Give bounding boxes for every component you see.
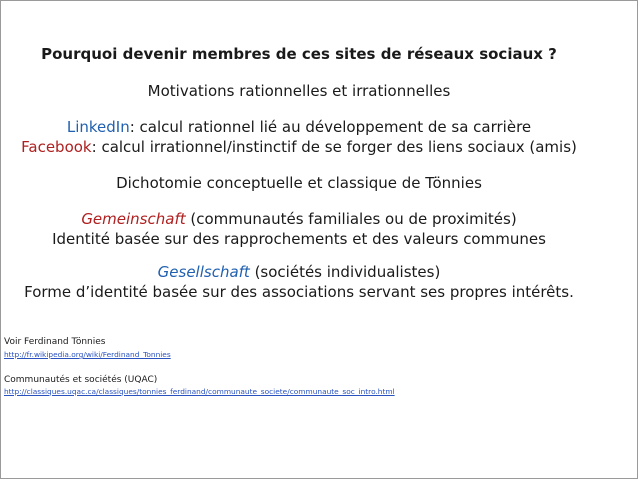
- gesellschaft-text: (sociétés individualistes): [249, 263, 441, 281]
- gesellschaft-line: [1, 263, 597, 281]
- facebook-line: [1, 138, 597, 156]
- facebook-name: Facebook: [21, 138, 92, 156]
- linkedin-name: LinkedIn: [66, 118, 130, 136]
- reference-link-tonnies[interactable]: http://fr.wikipedia.org/wiki/Ferdinand_Tonnies: [4, 350, 171, 359]
- linkedin-line: [1, 118, 597, 136]
- gemeinschaft-line: [1, 210, 597, 228]
- gemeinschaft-term: Gemeinschaft: [81, 210, 186, 228]
- dichotomie-line: Dichotomie conceptuelle et classique de Tönnies: [116, 174, 482, 192]
- reference-label-tonnies: Voir Ferdinand Tönnies: [4, 337, 106, 347]
- facebook-text: : calcul irrationnel/instinctif de se forger des liens sociaux (amis): [91, 138, 577, 156]
- reference-label-uqac: Communautés et sociétés (UQAC): [4, 375, 158, 385]
- linkedin-text: : calcul rationnel lié au développement de sa carrière: [129, 118, 532, 136]
- slide-title: Pourquoi devenir membres de ces sites de réseaux sociaux ?: [41, 45, 557, 63]
- gesellschaft-description: Forme d’identité basée sur des associations servant ses propres intérêts.: [24, 283, 574, 301]
- gemeinschaft-text: (communautés familiales ou de proximités): [185, 210, 517, 228]
- slide-subtitle: Motivations rationnelles et irrationnelles: [147, 82, 451, 100]
- reference-link-uqac[interactable]: http://classiques.uqac.ca/classiques/tonnies_ferdinand/communaute_societe/communaute_soc_intro.html: [4, 387, 395, 396]
- gemeinschaft-description: Identité basée sur des rapprochements et des valeurs communes: [52, 230, 546, 248]
- gesellschaft-term: Gesellschaft: [157, 263, 250, 281]
